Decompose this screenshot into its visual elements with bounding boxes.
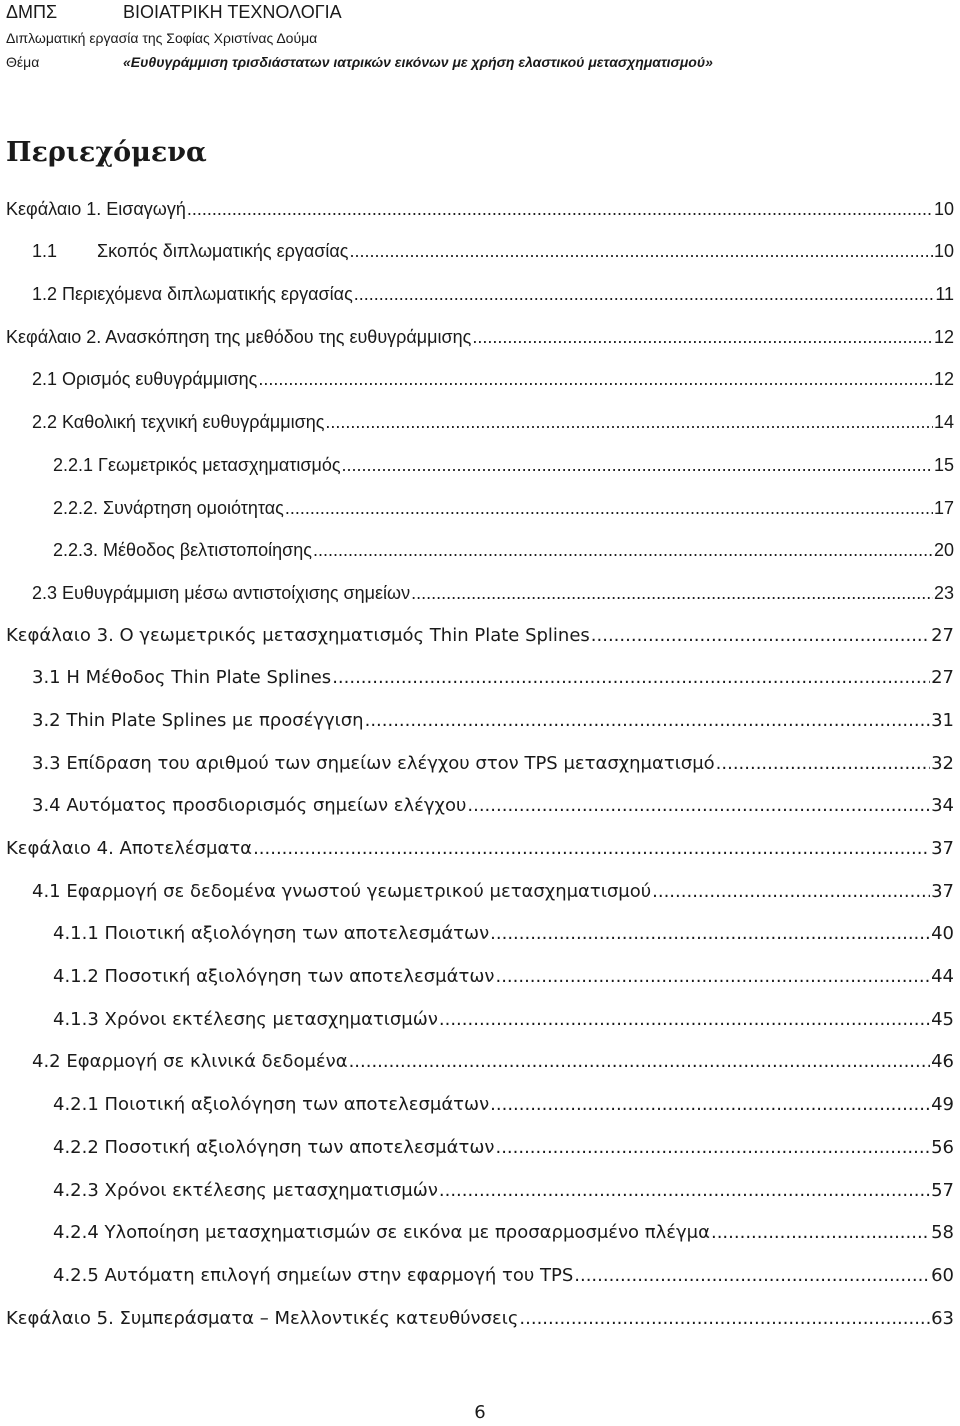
toc-entry-title: Σκοπός διπλωματικής εργασίας [97, 241, 349, 262]
toc-entry-page: 32 [931, 752, 954, 774]
toc-dot-leader [495, 1134, 930, 1162]
toc-entry-2-3[interactable] [6, 564, 954, 607]
toc-dot-leader [652, 878, 930, 906]
toc-entry-number: 1.1 [32, 241, 58, 262]
toc-entry-text: Κεφάλαιο 3. Ο γεωμετρικός μετασχηματισμός Thin Plate Splines [6, 624, 590, 646]
header-topic-label: Θέμα [6, 54, 40, 70]
toc-dot-leader [313, 536, 933, 564]
toc-entry-text: 4.2.4 Υλοποίηση μετασχηματισμών σε εικόνα με προσαρμοσμένο πλέγμα [53, 1222, 710, 1244]
toc-entry-text: 3.3 Επίδραση του αριθμού των σημείων ελέγχου στον TPS μετασχηματισμό [32, 752, 715, 774]
table-of-contents [6, 180, 954, 1333]
toc-entry-text: 4.1.3 Χρόνοι εκτέλεσης μετασχηματισμών [53, 1008, 438, 1030]
toc-entry-page: 46 [931, 1051, 954, 1073]
toc-entry-page: 27 [931, 667, 954, 689]
toc-entry-text [32, 237, 348, 265]
toc-entry-chapter-2[interactable] [6, 308, 954, 351]
toc-entry-3-4[interactable] [6, 778, 954, 821]
toc-entry-text: 3.4 Αυτόματος προσδιορισμός σημείων ελέγχου [32, 795, 467, 817]
toc-dot-leader [716, 750, 930, 778]
toc-entry-4-2[interactable] [6, 1034, 954, 1077]
toc-dot-leader [519, 1305, 930, 1333]
toc-entry-3-1[interactable] [6, 650, 954, 693]
toc-entry-text: Κεφάλαιο 2. Ανασκόπηση της μεθόδου της ευθυγράμμισης [6, 326, 472, 347]
toc-entry-4-1-1[interactable] [6, 906, 954, 949]
page-number: 6 [474, 1402, 486, 1423]
header-topic: «Ευθυγράμμιση τρισδιάστατων ιατρικών εικόνων με χρήση ελαστικού μετασχηματισμού» [123, 54, 713, 70]
toc-entry-text: 4.2 Εφαρμογή σε κλινικά δεδομένα [32, 1051, 348, 1073]
toc-entry-page: 10 [933, 198, 954, 219]
toc-entry-4-2-4[interactable] [6, 1205, 954, 1248]
toc-entry-4-1-3[interactable] [6, 991, 954, 1034]
toc-dot-leader [342, 451, 933, 479]
toc-entry-text: 4.1 Εφαρμογή σε δεδομένα γνωστού γεωμετρικού μετασχηματισμού [32, 880, 652, 902]
toc-dot-leader [439, 1006, 930, 1034]
toc-entry-page: 44 [931, 966, 954, 988]
toc-dot-leader [325, 408, 933, 436]
toc-dot-leader [495, 963, 930, 991]
toc-dot-leader [349, 1048, 931, 1076]
toc-dot-leader [439, 1177, 930, 1205]
toc-entry-page: 58 [931, 1222, 954, 1244]
running-header [6, 0, 954, 73]
header-department: ΔΜΠΣ [6, 2, 58, 22]
toc-dot-leader [591, 622, 930, 650]
toc-entry-text: 3.2 Thin Plate Splines με προσέγγιση [32, 709, 364, 731]
toc-dot-leader [332, 664, 930, 692]
header-row-department [6, 0, 954, 27]
toc-dot-leader [411, 579, 933, 607]
toc-dot-leader [285, 494, 933, 522]
toc-entry-2-2[interactable] [6, 393, 954, 436]
toc-entry-1-2[interactable] [6, 265, 954, 308]
toc-entry-text: 4.2.3 Χρόνοι εκτέλεσης μετασχηματισμών [53, 1179, 438, 1201]
toc-entry-page: 31 [931, 709, 954, 731]
toc-entry-page: 20 [933, 540, 954, 561]
toc-entry-page: 40 [931, 923, 954, 945]
toc-dot-leader [472, 323, 933, 351]
toc-entry-text: 3.1 Η Μέθοδος Thin Plate Splines [32, 667, 332, 689]
toc-entry-page: 49 [931, 1094, 954, 1116]
toc-entry-4-2-3[interactable] [6, 1162, 954, 1205]
header-field: ΒΙΟΙΑΤΡΙΚΗ ΤΕΧΝΟΛΟΓΙΑ [123, 2, 342, 22]
toc-dot-leader [258, 365, 933, 393]
toc-entry-text: 4.1.1 Ποιοτική αξιολόγηση των αποτελεσμάτων [53, 923, 490, 945]
toc-entry-text: 1.2 Περιεχόμενα διπλωματικής εργασίας [32, 284, 353, 305]
toc-entry-chapter-5[interactable] [6, 1290, 954, 1333]
toc-dot-leader [490, 1091, 930, 1119]
toc-entry-chapter-1[interactable] [6, 180, 954, 223]
toc-dot-leader [711, 1219, 930, 1247]
header-author: Διπλωματική εργασία της Σοφίας Χριστίνας Δούμα [6, 30, 318, 46]
toc-entry-page: 10 [933, 241, 954, 262]
toc-dot-leader [354, 280, 935, 308]
toc-dot-leader [187, 195, 933, 223]
toc-entry-2-2-1[interactable] [6, 436, 954, 479]
toc-entry-page: 34 [931, 795, 954, 817]
toc-entry-2-1[interactable] [6, 351, 954, 394]
toc-entry-page: 27 [931, 624, 954, 646]
toc-entry-page: 14 [933, 412, 954, 433]
toc-entry-text: 2.2.1 Γεωμετρικός μετασχηματισμός [53, 454, 341, 475]
toc-entry-text: Κεφάλαιο 1. Εισαγωγή [6, 198, 186, 219]
toc-entry-4-1-2[interactable] [6, 948, 954, 991]
toc-entry-text: 4.2.2 Ποσοτική αξιολόγηση των αποτελεσμάτων [53, 1136, 495, 1158]
toc-entry-1-1[interactable] [6, 223, 954, 266]
toc-entry-text: Κεφάλαιο 5. Συμπεράσματα – Μελλοντικές κατευθύνσεις [6, 1307, 519, 1329]
toc-entry-chapter-3[interactable] [6, 607, 954, 650]
toc-entry-page: 23 [933, 582, 954, 603]
toc-entry-3-2[interactable] [6, 692, 954, 735]
toc-entry-text: 4.2.1 Ποιοτική αξιολόγηση των αποτελεσμάτων [53, 1094, 490, 1116]
toc-entry-page: 15 [933, 454, 954, 475]
toc-dot-leader [365, 707, 931, 735]
header-row-author [6, 27, 954, 51]
toc-entry-text: 2.2.3. Μέθοδος βελτιστοποίησης [53, 540, 312, 561]
toc-dot-leader [253, 835, 930, 863]
toc-dot-leader [574, 1262, 930, 1290]
toc-entry-page: 63 [931, 1307, 954, 1329]
toc-entry-4-1[interactable] [6, 863, 954, 906]
toc-entry-2-2-3[interactable] [6, 522, 954, 565]
toc-entry-page: 37 [931, 880, 954, 902]
toc-entry-text: 2.2 Καθολική τεχνική ευθυγράμμισης [32, 412, 325, 433]
toc-entry-page: 56 [931, 1136, 954, 1158]
toc-entry-4-2-2[interactable] [6, 1119, 954, 1162]
toc-entry-2-2-2[interactable] [6, 479, 954, 522]
toc-title: Περιεχόμενα [6, 137, 207, 168]
toc-entry-page: 11 [935, 284, 954, 305]
toc-entry-text: 2.1 Ορισμός ευθυγράμμισης [32, 369, 258, 390]
toc-entry-text: Κεφάλαιο 4. Αποτελέσματα [6, 838, 253, 859]
toc-dot-leader [467, 792, 930, 820]
toc-entry-page: 60 [931, 1264, 954, 1286]
toc-entry-page: 17 [933, 497, 954, 518]
header-row-topic [6, 51, 954, 73]
toc-entry-page: 12 [933, 326, 954, 347]
toc-entry-chapter-4[interactable] [6, 820, 954, 863]
toc-dot-leader [349, 237, 933, 265]
toc-entry-4-2-1[interactable] [6, 1076, 954, 1119]
toc-entry-page: 57 [931, 1179, 954, 1201]
toc-entry-text: 4.2.5 Αυτόματη επιλογή σημείων στην εφαρμογή του TPS [53, 1264, 574, 1286]
toc-dot-leader [490, 920, 930, 948]
toc-entry-page: 12 [933, 369, 954, 390]
toc-entry-4-2-5[interactable] [6, 1247, 954, 1290]
toc-entry-page: 45 [931, 1008, 954, 1030]
toc-entry-page: 37 [931, 838, 954, 859]
toc-entry-text: 2.3 Ευθυγράμμιση μέσω αντιστοίχισης σημείων [32, 582, 411, 603]
toc-entry-text: 4.1.2 Ποσοτική αξιολόγηση των αποτελεσμάτων [53, 966, 495, 988]
toc-entry-3-3[interactable] [6, 735, 954, 778]
toc-entry-text: 2.2.2. Συνάρτηση ομοιότητας [53, 497, 284, 518]
